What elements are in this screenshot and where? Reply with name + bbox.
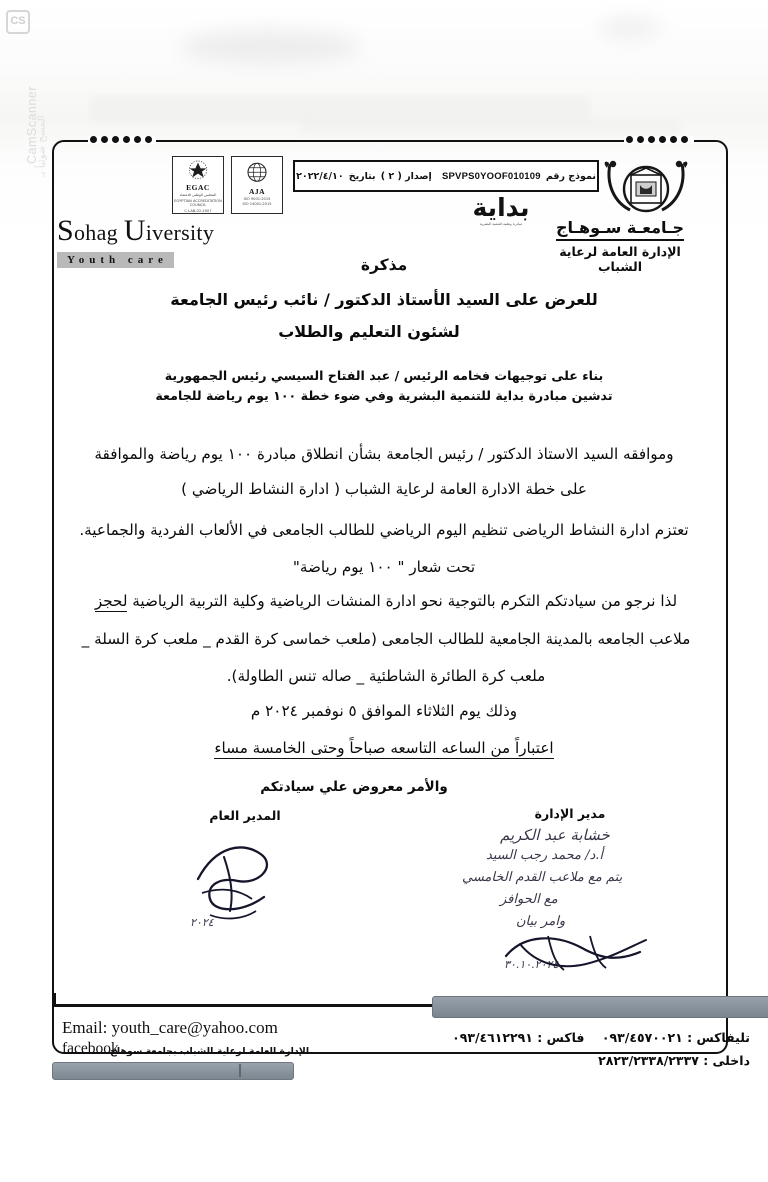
internal-label: داخلى :	[703, 1053, 750, 1069]
bead	[101, 136, 108, 143]
certification-logos	[172, 156, 290, 220]
border-bead-cluster-left	[90, 136, 152, 143]
form-issue-label: إصدار ( ٢ )	[380, 170, 432, 182]
footer-decorative-bar-right	[432, 996, 768, 1018]
slogan-line: تحت شعار " ١٠٠ يوم رياضة"	[292, 558, 476, 576]
handwritten-note-1: أ.د/ محمد رجب السيد	[486, 848, 603, 863]
department-director-title: مدير الإدارة	[534, 806, 606, 821]
scan-smudge	[90, 96, 590, 122]
form-code: SPVPS0YOOF010109	[441, 170, 541, 182]
camscanner-watermark	[2, 4, 48, 214]
aja-sub-1: ISO 9001:2015	[243, 197, 271, 201]
addressee-line-1: للعرض على السيد الأستاذ الدكتور / نائب رئيس الجامعة	[170, 290, 598, 309]
telefax-row	[410, 1026, 750, 1049]
camscanner-label: CamScanner	[25, 86, 39, 164]
aja-sub-2: ISO 14001:2015	[242, 202, 272, 207]
english-name-initial-u: U	[123, 214, 146, 247]
department-name-ar: الإدارة العامة لرعاية الشباب	[559, 244, 681, 274]
booking-word-underlined: لحجز	[94, 592, 128, 610]
bead	[134, 136, 141, 143]
body-paragraph-3: تعتزم ادارة النشاط الرياضى تنظيم اليوم الرياضي للطالب الجامعى في الألعاب الفردية والجماعية.	[79, 521, 689, 539]
form-date-label: بتاريخ	[348, 170, 376, 182]
intro-line-1: بناء على توجيهات فخامه الرئيس / عبد الفتاح السيسي رئيس الجمهورية	[164, 368, 604, 383]
internal-value: ٢٨٢٣/٢٣٣٨/٢٣٣٧	[598, 1053, 699, 1069]
youth-care-banner: Youth care	[57, 252, 174, 268]
scan-smudge	[600, 18, 660, 38]
form-number-box	[293, 160, 599, 192]
english-name-rest-sohag: ohag	[74, 220, 124, 245]
email-address[interactable]: youth_care@yahoo.com	[111, 1018, 278, 1037]
event-time-text: اعتباراً من الساعه التاسعه صباحاً وحتى الخامسة مساء	[214, 739, 554, 757]
body-paragraph-5	[60, 590, 712, 613]
bead	[90, 136, 97, 143]
handwritten-name: خشابة عبد الكريم	[500, 826, 610, 844]
egac-label: EGAC	[186, 183, 210, 193]
request-text: لذا نرجو من سيادتكم التكرم بالتوجية نحو ادارة المنشات الرياضية وكلية التربية الرياضية	[127, 592, 678, 610]
bead	[637, 136, 644, 143]
telefax-value: ٠٩٣/٤٥٧٠٠٢١	[601, 1030, 683, 1045]
department-director-signature-block	[500, 806, 640, 821]
bedaya-logo-text: بداية	[472, 193, 530, 222]
egac-certification-logo	[172, 156, 224, 214]
egac-sub-1: المجلس الوطني للاعتماد	[179, 193, 217, 198]
internal-row	[410, 1049, 750, 1072]
facebook-page-name: الإدارة العامة لرعاية الشباب بجامعة سوهاج	[110, 1046, 310, 1057]
english-name-rest-university: iversity	[145, 220, 215, 245]
handwritten-note-4: وامر بيان	[516, 914, 566, 929]
globe-icon	[242, 160, 272, 186]
closing-line: والأمر معروض علي سيادتكم	[260, 779, 448, 795]
scan-smudge	[180, 30, 360, 64]
bead	[659, 136, 666, 143]
egac-sub-2: EGYPTIAN ACCREDITATION COUNCIL	[174, 198, 222, 208]
bead	[681, 136, 688, 143]
general-director-title: المدير العام	[209, 808, 281, 823]
fax-label: فاكس :	[537, 1030, 585, 1045]
form-date-value: ٢٠٢٢/٤/١٠	[296, 170, 344, 182]
camscanner-label-ar: المسح ضوئياً بـ	[36, 115, 48, 178]
general-director-handwritten-date: ٢٠٢٤	[190, 916, 214, 929]
form-number-label: نموذج رقم	[545, 170, 596, 182]
university-name-ar: جـامعـة سـوهـاج	[556, 218, 684, 241]
event-date-line: وذلك يوم الثلاثاء الموافق ٥ نوفمبر ٢٠٢٤ م	[250, 702, 518, 720]
egac-emblem-icon	[183, 160, 213, 182]
fax-value: ٠٩٣/٤٦١٢٢٩١	[452, 1030, 533, 1045]
handwritten-note-2: يتم مع ملاعب القدم الخامسي	[462, 870, 623, 885]
body-paragraph-1: وموافقه السيد الاستاذ الدكتور / رئيس الجامعة بشأن انطلاق مبادرة ١٠٠ يوم رياضة والموافقة	[94, 445, 674, 463]
event-time-line	[0, 737, 768, 760]
addressee-line-2: لشئون التعليم والطلاب	[278, 322, 460, 341]
camscanner-badge: CS	[6, 10, 30, 34]
body-paragraph-2: على خطة الادارة العامة لرعاية الشباب ( ادارة النشاط الرياضي )	[181, 480, 587, 498]
bead	[123, 136, 130, 143]
venues-line-1: ملاعب الجامعه بالمدينة الجامعية للطالب الجامعى (ملعب خماسى كرة القدم _ ملعب كرة السلة _	[81, 630, 691, 648]
bead	[670, 136, 677, 143]
general-director-signature-block	[180, 808, 310, 941]
footer-rule	[52, 1004, 472, 1007]
bead	[112, 136, 119, 143]
intro-block	[0, 366, 768, 405]
aja-label: AJA	[248, 187, 266, 196]
intro-line-2: تدشين مبادرة بداية للتنمية البشرية وفي ضوء خطة ١٠٠ يوم رياضة للجامعة	[155, 387, 613, 403]
border-bead-cluster-right	[626, 136, 688, 143]
english-university-name	[57, 214, 257, 248]
aja-certification-logo	[231, 156, 283, 214]
handwritten-note-3: مع الحوافز	[500, 892, 558, 907]
egac-sub-3: C-LAB-02-2007	[184, 208, 212, 213]
english-name-initial-s: S	[57, 214, 74, 247]
sohag-university-emblem-icon	[600, 158, 692, 220]
telefax-label: تليفاكس :	[687, 1030, 750, 1045]
bead	[648, 136, 655, 143]
bedaya-initiative-logo	[466, 193, 536, 226]
bead	[145, 136, 152, 143]
email-line	[62, 1018, 278, 1038]
bedaya-logo-subtitle: مبادرة وطنية للتنمية البشرية	[479, 222, 523, 226]
email-label: Email:	[62, 1018, 108, 1037]
contact-numbers	[410, 1026, 750, 1072]
memo-title: مذكرة	[360, 256, 408, 274]
facebook-label: facebook	[62, 1040, 119, 1057]
handwritten-date: ٣٠.١٠.٢٠٢٤	[504, 958, 559, 971]
scan-smudge	[300, 120, 680, 134]
bead	[626, 136, 633, 143]
venues-line-2: ملعب كرة الطائرة الشاطئية _ صاله تنس الطاولة).	[226, 667, 546, 685]
footer-decorative-bar-left	[52, 1062, 294, 1080]
